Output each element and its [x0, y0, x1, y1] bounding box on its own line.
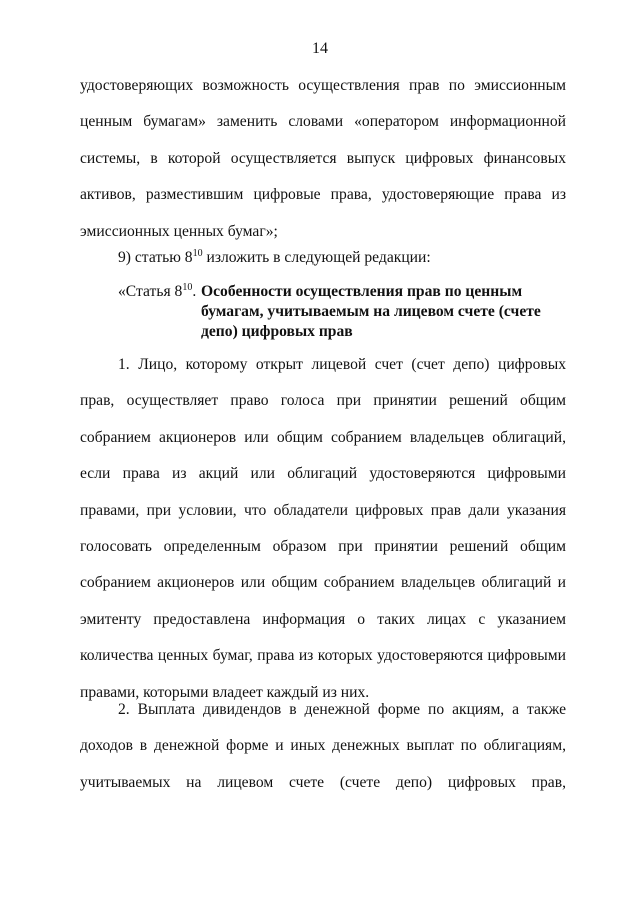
clause-1: 1. Лицо, которому открыт лицевой счет (счет депо) цифровых прав, осуществляет право голоса при принятии решений общим собранием акционеров или общим собранием владельцев облигаций, если права из акций или облигаций удостоверяются цифровыми правами, при условии, что обладатели цифровых прав дали указания голосовать определенным образом при принятии решений общим собранием акционеров или общим собранием владельцев облигаций и эмитенту предоставлена информация о таких лицах с указанием количества ценных бумаг, права из которых удостоверяются цифровыми правами, которыми владеет каждый из них.: [80, 356, 566, 701]
item-9-text-before: 9) статью 8: [118, 249, 193, 266]
page-number: 14: [312, 40, 328, 57]
paragraph-item-9: [80, 240, 566, 276]
article-lead-superscript: 10: [182, 281, 193, 293]
clause-2: 2. Выплата дивидендов в денежной форме по акциям, а также доходов в денежной форме и иных денежных выплат по облигациям, учитываемых на лицевом счете (счете депо) цифровых прав,: [80, 701, 566, 791]
item-9-text-after: изложить в следующей редакции:: [202, 249, 431, 266]
article-lead: [118, 282, 196, 302]
article-lead-text: «Статья 8: [118, 283, 183, 300]
article-lead-dot: .: [192, 283, 197, 300]
item-9-superscript: 10: [192, 247, 203, 259]
article-title: Особенности осуществления прав по ценным бумагам, учитываемым на лицевом счете (счете депо) цифровых прав: [201, 283, 541, 340]
paragraph-continuation: удостоверяющих возможность осуществления прав по эмиссионным ценным бумагам» заменить словами «оператором информационной системы, в которой осуществляется выпуск цифровых финансовых активов, разместившим цифровые права, удостоверяющие права из эмиссионных ценных бумаг»;: [80, 77, 566, 240]
